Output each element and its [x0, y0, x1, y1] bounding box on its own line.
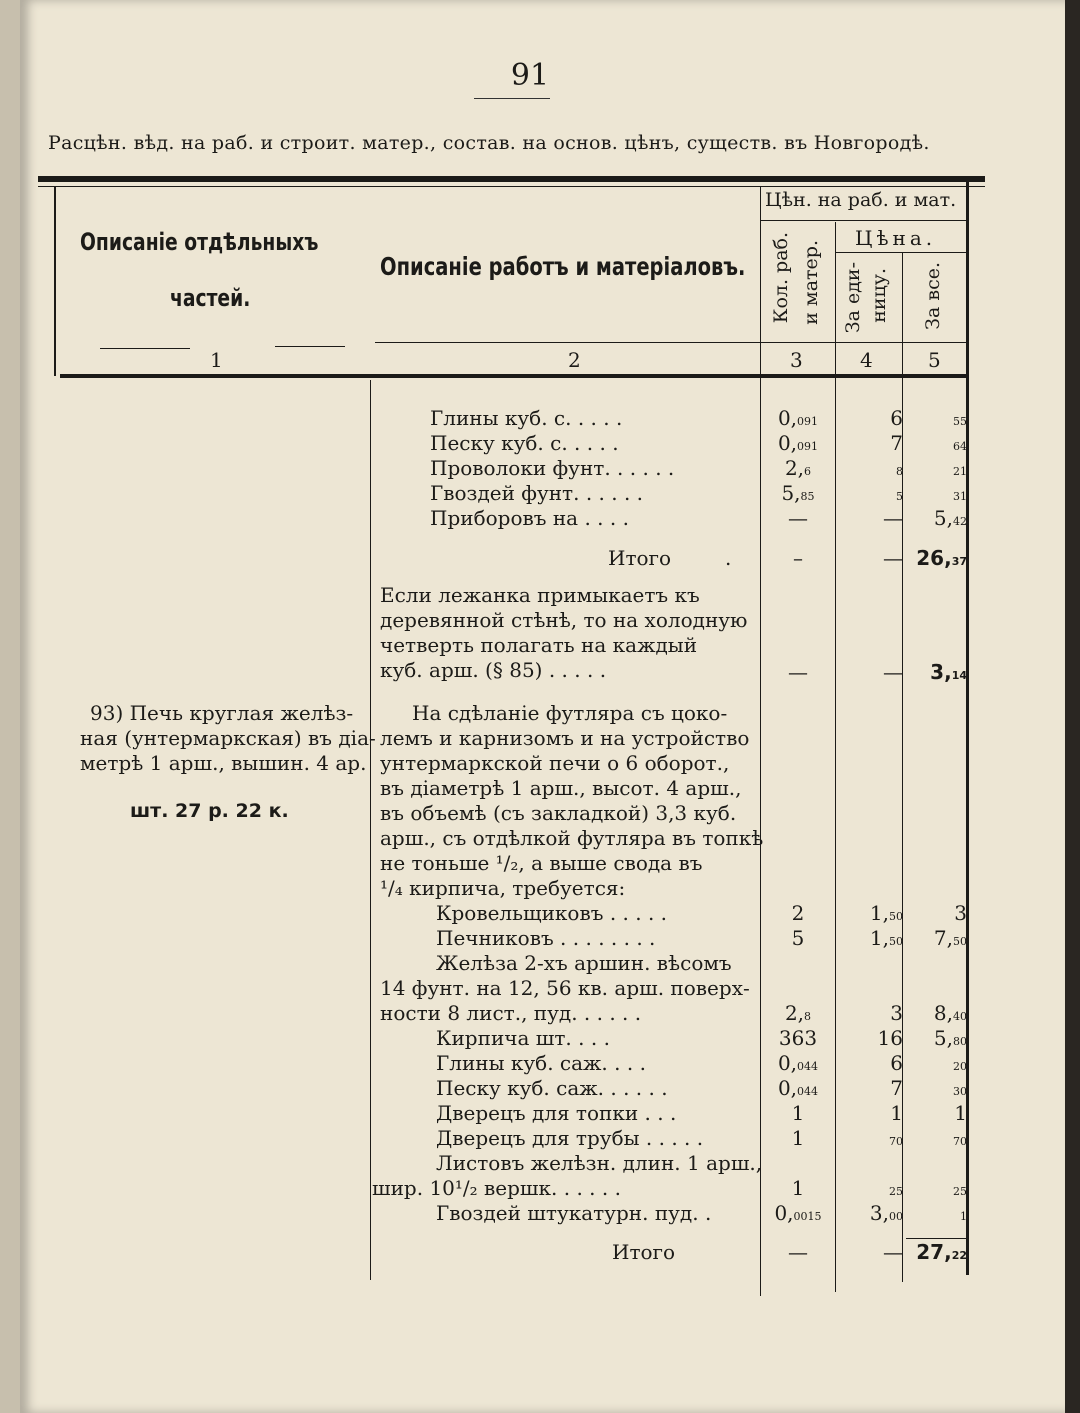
part-description-line2: ная (унтермаркская) въ діа-: [80, 726, 376, 750]
part-description-line1: 93) Печь круглая желѣз-: [90, 701, 354, 725]
block2-material-0-total: 5,80: [933, 1026, 967, 1050]
header-col3-line2: и матер.: [800, 240, 822, 325]
block1-row-4-qty: —: [788, 506, 808, 530]
block2-row-0-unit: 1,50: [869, 901, 903, 925]
block2-nails-unit: 3,00: [869, 1201, 903, 1225]
part-description-line3: метрѣ 1 арш., вышин. 4 ар.: [80, 751, 367, 775]
block1-note-unit: —: [883, 660, 903, 684]
block2-iron-line-0: Желѣза 2-хъ аршин. вѣсомъ: [436, 951, 732, 975]
colnum-rule: [375, 342, 966, 343]
top-thin-rule: [38, 186, 985, 187]
block2-row-1-qty: 5: [791, 926, 805, 950]
block2-material-3-desc: Дверецъ для топки . . .: [436, 1101, 677, 1125]
block2-material-2-desc: Песку куб. саж. . . . . .: [436, 1076, 668, 1100]
colnum-4: 4: [860, 348, 873, 372]
col1-divider: [370, 380, 371, 1280]
block2-row-1-desc: Печниковъ . . . . . . . .: [436, 926, 656, 950]
block1-row-0-qty: 0,091: [777, 406, 819, 430]
top-thick-rule: [38, 176, 985, 182]
block1-row-3-unit: 5: [896, 490, 903, 503]
book-page: [20, 0, 1065, 1413]
block2-iron-qty: 2,8: [784, 1001, 812, 1025]
header-col2: Описаніе работъ и матеріаловъ.: [380, 252, 746, 281]
block2-row-0-desc: Кровельщиковъ . . . . .: [436, 901, 668, 925]
col1-num-rule-b: [275, 346, 345, 347]
block2-nails-total: 1: [960, 1210, 967, 1223]
block1-row-0-unit: 6: [890, 406, 903, 430]
block2-intro-line-5: арш., съ отдѣлкой футляра въ топкѣ: [380, 826, 764, 850]
block1-row-2-unit: 8: [896, 465, 903, 478]
block1-row-0-desc: Глины куб. с. . . . .: [430, 406, 623, 430]
block1-row-1-total: 64: [953, 440, 967, 453]
block2-sheets-qty: 1: [791, 1176, 805, 1200]
block2-sheets-total: 25: [953, 1185, 967, 1198]
block2-material-3-qty: 1: [791, 1101, 805, 1125]
block2-material-2-total: 30: [953, 1085, 967, 1098]
block1-note-qty: —: [788, 660, 808, 684]
block2-sheets-unit: 25: [889, 1185, 903, 1198]
block2-intro-line-0: На сдѣланіе футляра съ цоко-: [412, 701, 728, 725]
block2-intro-line-4: въ объемѣ (съ закладкой) 3,3 куб.: [380, 801, 737, 825]
block2-material-0-qty: 363: [778, 1026, 818, 1050]
block1-total-label: Итого: [608, 546, 672, 570]
page-number-rule: [474, 98, 550, 99]
block2-sheets-line-0: Листовъ желѣзн. длин. 1 арш.,: [436, 1151, 763, 1175]
block2-total-value: 27,22: [916, 1240, 967, 1264]
block2-intro-line-6: не тоньше ¹/₂, а выше свода въ: [380, 851, 703, 875]
colnum-2: 2: [568, 348, 581, 372]
block2-total-rule: [906, 1238, 966, 1239]
left-border: [54, 186, 56, 376]
running-title: Расцѣн. вѣд. на раб. и строит. матер., состав. на основ. цѣнъ, существ. въ Новгородѣ.: [48, 132, 930, 154]
block1-row-3-desc: Гвоздей фунт. . . . . .: [430, 481, 644, 505]
header-bottom-rule: [60, 374, 968, 378]
block2-total-label: Итого: [612, 1240, 676, 1264]
part-price: шт. 27 р. 22 к.: [130, 800, 289, 822]
header-prices-group: Цѣн. на раб. и мат.: [765, 189, 957, 211]
block1-note-line-2: четверть полагать на каждый: [380, 633, 698, 657]
block2-material-1-total: 20: [953, 1060, 967, 1073]
colnum-3: 3: [790, 348, 803, 372]
book-spine: [0, 0, 22, 1413]
block2-row-1-total: 7,50: [933, 926, 967, 950]
block2-material-4-desc: Дверецъ для трубы . . . . .: [436, 1126, 704, 1150]
block1-row-0-total: 55: [953, 415, 967, 428]
header-col1-line1: Описаніе отдѣльныхъ: [80, 228, 319, 256]
header-col1-line2: частей.: [170, 284, 251, 312]
block1-row-1-unit: 7: [890, 431, 903, 455]
block1-total-unit: —: [883, 546, 903, 570]
block1-row-4-unit: —: [883, 506, 903, 530]
block1-total-dot: .: [725, 546, 732, 570]
block2-iron-unit: 3: [890, 1001, 903, 1025]
price-sub-rule: [835, 252, 966, 253]
block1-total-qty: –: [793, 546, 803, 570]
col1-num-rule-a: [100, 348, 190, 349]
block2-material-0-desc: Кирпича шт. . . .: [436, 1026, 610, 1050]
block2-row-0-qty: 2: [791, 901, 805, 925]
block1-row-4-desc: Приборовъ на . . . .: [430, 506, 629, 530]
block2-intro-line-1: лемъ и карнизомъ и на устройство: [380, 726, 750, 750]
block2-material-1-desc: Глины куб. саж. . . .: [436, 1051, 646, 1075]
header-col3-line1: Кол. раб.: [770, 232, 792, 324]
block2-material-4-total: 70: [953, 1135, 967, 1148]
block1-note-line-0: Если лежанка примыкаетъ къ: [380, 583, 700, 607]
block2-nails-qty: 0,0015: [774, 1201, 822, 1225]
block2-intro-line-2: унтермаркской печи о 6 оборот.,: [380, 751, 730, 775]
block2-intro-line-3: въ діаметрѣ 1 арш., высот. 4 арш.,: [380, 776, 742, 800]
block2-material-1-unit: 6: [890, 1051, 903, 1075]
block2-material-2-unit: 7: [890, 1076, 903, 1100]
block2-material-2-qty: 0,044: [777, 1076, 819, 1100]
prices-group-rule: [760, 220, 966, 221]
block1-row-1-desc: Песку куб. с. . . . .: [430, 431, 619, 455]
block2-material-1-qty: 0,044: [777, 1051, 819, 1075]
block1-note-value: 3,14: [930, 660, 967, 684]
colnum-1: 1: [210, 348, 223, 372]
block2-material-4-unit: 70: [889, 1135, 903, 1148]
block2-iron-total: 8,40: [933, 1001, 967, 1025]
block2-total-unit: —: [883, 1240, 903, 1264]
header-col5: За все.: [922, 262, 944, 330]
block1-total-value: 26,37: [916, 546, 967, 570]
block1-row-1-qty: 0,091: [777, 431, 819, 455]
header-price-sub: Цѣна.: [855, 226, 937, 250]
block2-material-3-total: 1: [954, 1101, 967, 1125]
block2-material-4-qty: 1: [791, 1126, 805, 1150]
block2-nails-desc: Гвоздей штукатурн. пуд. .: [436, 1201, 712, 1225]
block2-sheets-line-1: шир. 10¹/₂ вершк. . . . . .: [372, 1176, 621, 1200]
block2-iron-line-2: ности 8 лист., пуд. . . . . .: [380, 1001, 642, 1025]
block1-note-line-3: куб. арш. (§ 85) . . . . .: [380, 658, 607, 682]
block1-row-4-total: 5,42: [933, 506, 967, 530]
block2-material-3-unit: 1: [890, 1101, 903, 1125]
block2-row-1-unit: 1,50: [869, 926, 903, 950]
header-col4-line1: За еди-: [842, 262, 864, 334]
block2-row-0-total: 3: [954, 901, 967, 925]
block2-intro-line-7: ¹/₄ кирпича, требуется:: [380, 876, 626, 900]
page-number: 91: [510, 58, 550, 93]
colnum-5: 5: [928, 348, 941, 372]
block1-row-3-total: 31: [953, 490, 967, 503]
header-col4-line2: ницу.: [868, 268, 890, 323]
block2-total-qty: —: [788, 1240, 808, 1264]
block1-row-2-qty: 2,6: [784, 456, 812, 480]
block2-material-0-unit: 16: [877, 1026, 903, 1050]
block1-row-2-desc: Проволоки фунт. . . . . .: [430, 456, 675, 480]
block1-row-2-total: 21: [953, 465, 967, 478]
block1-row-3-qty: 5,85: [781, 481, 815, 505]
block1-note-line-1: деревянной стѣнѣ, то на холодную: [380, 608, 748, 632]
block2-iron-line-1: 14 фунт. на 12, 56 кв. арш. поверх-: [380, 976, 750, 1000]
